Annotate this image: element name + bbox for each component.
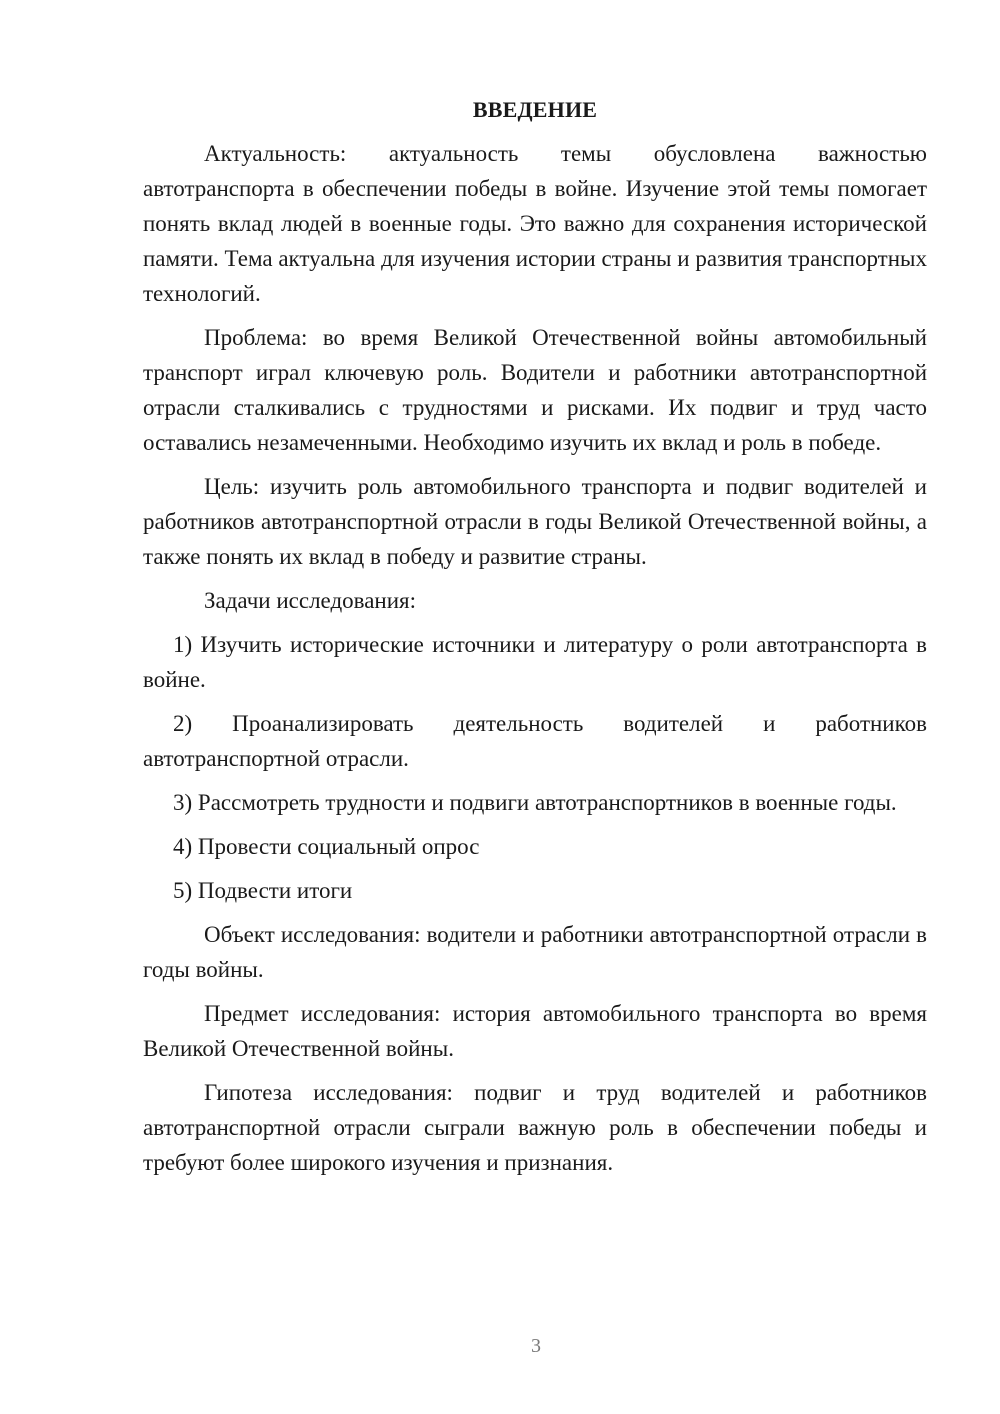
task-item-4: 4) Провести социальный опрос	[173, 834, 480, 859]
relevance-paragraph: Актуальность: актуальность темы обусловлена важностью автотранспорта в обеспечении победы в войне. Изучение этой темы помогает понять вклад людей в военные годы. Это важно для сохранения исторической памяти. Тема актуальна для изучения истории страны и развития транспортных технологий.	[143, 141, 927, 306]
task-item-1: 1) Изучить исторические источники и литературу о роли автотранспорта в войне.	[143, 632, 927, 692]
subject-paragraph: Предмет исследования: история автомобильного транспорта во время Великой Отечественной войны.	[143, 1001, 927, 1061]
hypothesis-paragraph: Гипотеза исследования: подвиг и труд водителей и работников автотранспортной отрасли сыграли важную роль в обеспечении победы и требуют более широкого изучения и признания.	[143, 1080, 927, 1175]
problem-paragraph: Проблема: во время Великой Отечественной войны автомобильный транспорт играл ключевую роль. Водители и работники автотранспортной отрасли сталкивались с трудностями и рисками. Их подвиг и труд часто оставались незамеченными. Необходимо изучить их вклад и роль в победе.	[143, 325, 927, 455]
task-item-3: 3) Рассмотреть трудности и подвиги автотранспортников в военные годы.	[173, 790, 897, 815]
object-paragraph: Объект исследования: водители и работники автотранспортной отрасли в годы войны.	[143, 922, 927, 982]
section-title: ВВЕДЕНИЕ	[472, 97, 598, 122]
page-number: 3	[531, 1335, 541, 1357]
task-item-5: 5) Подвести итоги	[173, 878, 353, 903]
task-item-2: 2) Проанализировать деятельность водителей и работников автотранспортной отрасли.	[143, 711, 927, 771]
goal-paragraph: Цель: изучить роль автомобильного транспорта и подвиг водителей и работников автотранспортной отрасли в годы Великой Отечественной войны, а также понять их вклад в победу и развитие страны.	[143, 474, 927, 569]
page-content	[143, 96, 927, 1180]
tasks-heading: Задачи исследования:	[204, 588, 417, 613]
